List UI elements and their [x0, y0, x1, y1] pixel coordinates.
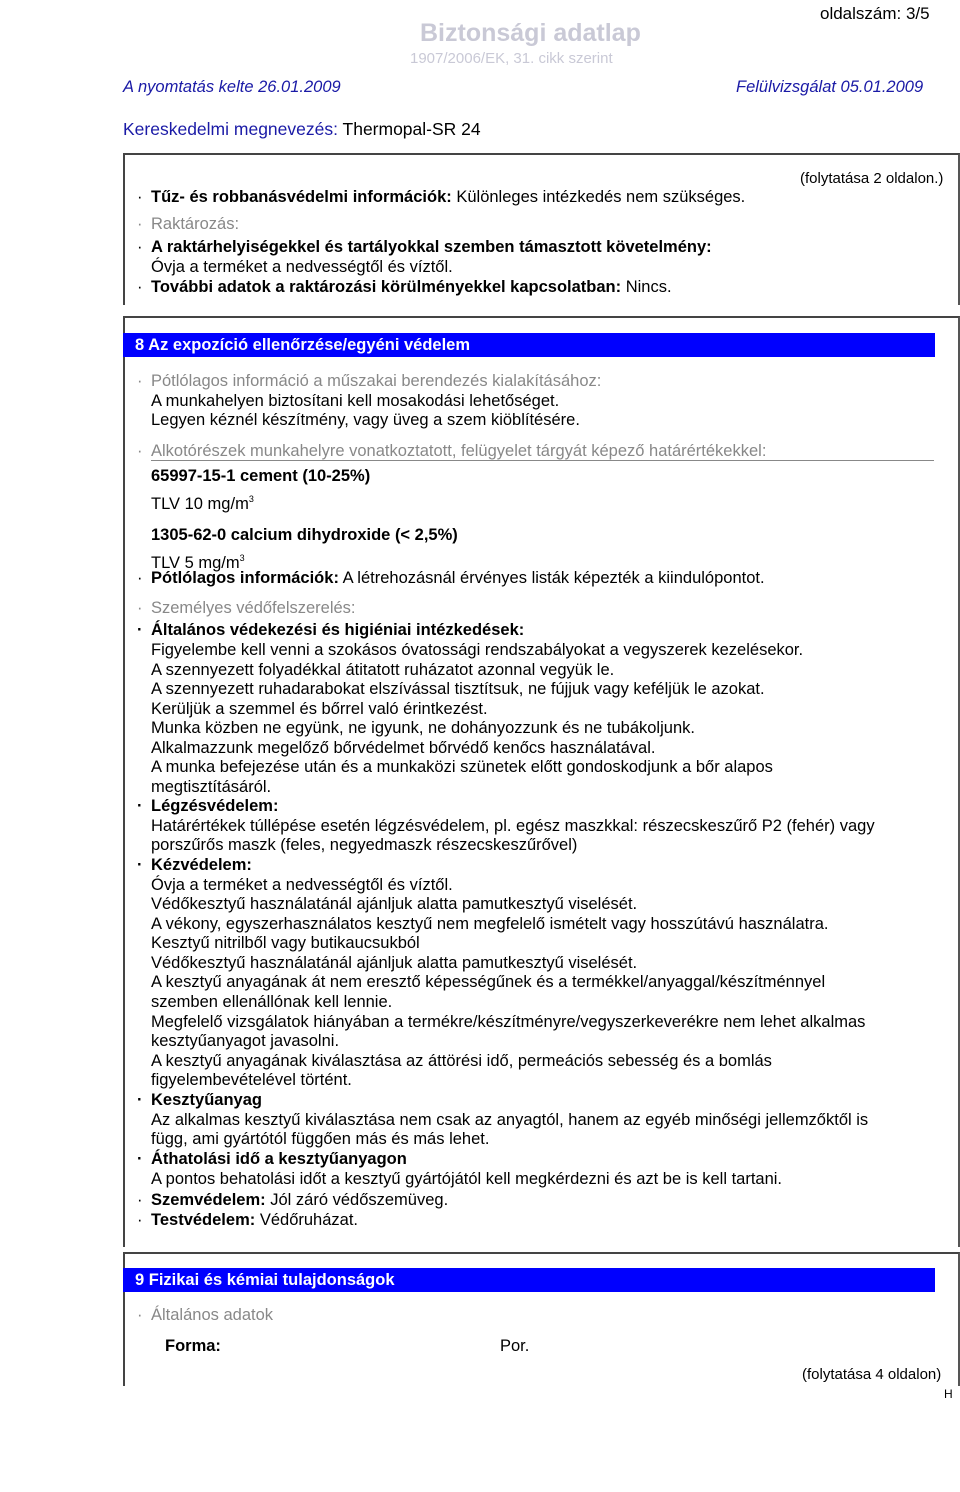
respiratory-line: porszűrős maszk (feles, negyedmaszk részecskeszűrővel): [151, 836, 578, 854]
respiratory-label: · Légzésvédelem:: [137, 797, 279, 815]
page-number: oldalszám: 3/5: [820, 4, 930, 23]
hand-line: Védőkesztyű használatánál ajánljuk alatta pamutkesztyű viselését.: [151, 895, 638, 913]
general-line: Munka közben ne együnk, ne igyunk, ne dohányozzunk és ne tubákoljunk.: [151, 719, 695, 737]
hand-line: szemben ellenállónak kell lennie.: [151, 993, 393, 1011]
storage-more: · További adatok a raktározási körülményekkel kapcsolatban: Nincs.: [137, 278, 672, 296]
document-title: Biztonsági adatlap: [420, 19, 641, 47]
tech-line: Legyen kéznél készítmény, vagy üveg a szem kiöblítésére.: [151, 411, 580, 429]
component-name: 1305-62-0 calcium dihydroxide (< 2,5%): [151, 526, 458, 544]
tech-label: · Pótlólagos információ a műszakai berendezés kialakításához:: [137, 372, 602, 390]
hand-line: A kesztyű anyagának kiválasztása az áttörési idő, permeációs sebesség és a bomlás: [151, 1052, 772, 1070]
tech-line: A munkahelyen biztosítani kell mosakodási lehetőséget.: [151, 392, 560, 410]
document-subtitle: 1907/2006/EK, 31. cikk szerint: [410, 50, 613, 67]
hand-line: Megfelelő vizsgálatok hiányában a termékre/készítményre/vegyszerkeverékre nem lehet alkalmas: [151, 1013, 866, 1031]
general-line: A munka befejezése után és a munkaközi szünetek előtt gondoskodjunk a bőr alapos: [151, 758, 773, 776]
hand-label: · Kézvédelem:: [137, 856, 252, 874]
hand-line: A kesztyű anyagának át nem eresztő képességűnek és a termékkel/anyaggal/készítménnyel: [151, 973, 826, 991]
review-date: Felülvizsgálat 05.01.2009: [736, 78, 924, 96]
hand-line: Óvja a terméket a nedvességtől és víztől.: [151, 876, 453, 894]
hand-line: kesztyűanyagot javasolni.: [151, 1032, 340, 1050]
hand-line: Védőkesztyű használatánál ajánljuk alatta pamutkesztyű viselését.: [151, 954, 638, 972]
form-label: Forma:: [165, 1337, 221, 1355]
trade-name: [123, 120, 481, 139]
general-line: megtisztításáról.: [151, 778, 272, 796]
continued-from: (folytatása 2 oldalon.): [800, 170, 944, 187]
component-tlv: TLV 10 $mg/m^3$: [151, 494, 254, 513]
general-line: Alkalmazzunk megelőző bőrvédelmet bőrvédő kenőcs használatával.: [151, 739, 656, 757]
eye-protection: · Szemvédelem: Jól záró védőszemüveg.: [137, 1191, 449, 1209]
fire-info: · Tűz- és robbanásvédelmi információk: Különleges intézkedés nem szükséges.: [137, 188, 746, 206]
footer-mark: H: [944, 1387, 953, 1401]
trade-name-value: Thermopal-SR 24: [342, 119, 481, 139]
section8-heading: 8 Az expozíció ellenőrzése/egyéni védelem: [123, 333, 935, 357]
storage-label: · Raktározás:: [137, 215, 240, 233]
general-line: A szennyezett folyadékkal átitatott ruházatot azonnal vegyük le.: [151, 661, 615, 679]
section9-heading: 9 Fizikai és kémiai tulajdonságok: [123, 1268, 935, 1292]
storage-requirement-text: Óvja a terméket a nedvességtől és víztől.: [151, 258, 453, 276]
glove-material-line: Az alkalmas kesztyű kiválasztása nem csak az anyagtól, hanem az egyéb minőségi jellemzőktől is: [151, 1111, 869, 1129]
component-name: 65997-15-1 cement (10-25%): [151, 467, 371, 485]
limits-label: · Alkotórészek munkahelyre vonatkoztatott, felügyelet tárgyát képező határértékekkel:: [137, 442, 767, 460]
component-tlv: TLV 5 $mg/m^3$: [151, 553, 245, 572]
extra-info: · Pótlólagos információk: A létrehozásnál érvényes listák képezték a kiindulópontot.: [137, 569, 765, 587]
ppe-label: · Személyes védőfelszerelés:: [137, 599, 356, 617]
general-line: Kerüljük a szemmel és bőrrel való érintkezést.: [151, 700, 488, 718]
print-date: A nyomtatás kelte 26.01.2009: [123, 78, 341, 96]
body-protection: · Testvédelem: Védőruházat.: [137, 1211, 358, 1229]
general-data-label: · Általános adatok: [137, 1306, 274, 1324]
penetration-label: · Áthatolási idő a kesztyűanyagon: [137, 1150, 407, 1168]
general-line: A szennyezett ruhadarabokat elszívással tisztítsuk, ne fújjuk vagy keféljük le azokat.: [151, 680, 765, 698]
form-value: Por.: [500, 1337, 530, 1355]
hand-line: Kesztyű nitrilből vagy butikaucsukból: [151, 934, 420, 952]
trade-name-label: Kereskedelmi megnevezés:: [123, 119, 338, 139]
hand-line: A vékony, egyszerhasználatos kesztyű nem megfelelő ismételt vagy hosszútávú használatra.: [151, 915, 829, 933]
limits-rule: [151, 460, 934, 461]
glove-material-line: függ, ami gyártótól függően más és más lehet.: [151, 1130, 490, 1148]
hand-line: figyelembevételével történt.: [151, 1071, 352, 1089]
respiratory-line: Határértékek túllépése esetén légzésvédelem, pl. egész maszkkal: részecskeszűrő P2 (fehér) vagy: [151, 817, 875, 835]
general-measures-label: · Általános védekezési és higiéniai intézkedések:: [137, 621, 525, 639]
general-line: Figyelembe kell venni a szokásos óvatossági rendszabályokat a vegyszerek kezelésekor.: [151, 641, 804, 659]
glove-material-label: · Kesztyűanyag: [137, 1091, 262, 1109]
penetration-line: A pontos behatolási időt a kesztyű gyártójától kell megkérdezni és azt be is kell tartani.: [151, 1170, 783, 1188]
continued-on: (folytatása 4 oldalon): [802, 1366, 942, 1383]
storage-requirement: · A raktárhelyiségekkel és tartályokkal szemben támasztott követelmény:: [137, 238, 712, 256]
